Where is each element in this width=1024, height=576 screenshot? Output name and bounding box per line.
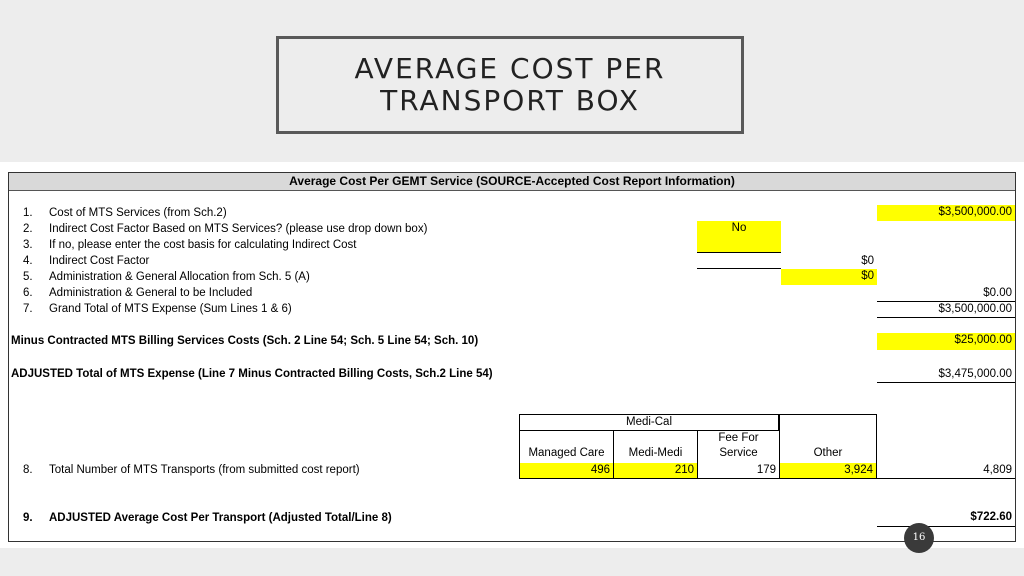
col-fee-header-line-2: Service [719,447,758,459]
other-count: 3,924 [780,463,876,478]
line-7-number: 7. [23,303,33,315]
line-8-number: 8. [23,464,33,476]
col-managed-care-header: Managed Care [528,447,605,459]
medi-cal-group-header [519,414,779,431]
line-1-label: Cost of MTS Services (from Sch.2) [49,207,227,219]
average-cost-value: $722.60 [877,510,1015,527]
cost-basis-input[interactable] [697,237,781,253]
adjusted-total-label: ADJUSTED Total of MTS Expense (Line 7 Minus Contracted Billing Costs, Sch.2 Line 54) [11,368,493,380]
total-transports: 4,809 [877,463,1015,479]
line-5-number: 5. [23,271,33,283]
line-5-value: $0 [781,269,877,285]
line-4-value: $0 [861,255,874,267]
medi-cal-header-text: Medi-Cal [625,416,672,428]
medi-medi-count: 210 [614,463,697,478]
adjusted-total-value: $3,475,000.00 [877,367,1015,383]
line-9-number: 9. [23,512,33,524]
line-7-value: $3,500,000.00 [877,301,1015,318]
line-7-label: Grand Total of MTS Expense (Sum Lines 1 & 6) [49,303,292,315]
line-8-label: Total Number of MTS Transports (from submitted cost report) [49,464,360,476]
line-9-label: ADJUSTED Average Cost Per Transport (Adjusted Total/Line 8) [49,512,392,524]
minus-contracted-value: $25,000.00 [877,333,1015,350]
sheet-header: Average Cost Per GEMT Service (SOURCE-Accepted Cost Report Information) [9,173,1015,191]
line-6-number: 6. [23,287,33,299]
col-fee-header-line-1: Fee For [718,432,759,444]
line-2-label: Indirect Cost Factor Based on MTS Services? (please use drop down box) [49,223,428,235]
line-3-number: 3. [23,239,33,251]
line-5-label: Administration & General Allocation from Sch. 5 (A) [49,271,310,283]
indirect-factor-cell [697,253,781,269]
line-6-label: Administration & General to be Included [49,287,253,299]
line-3-label: If no, please enter the cost basis for calculating Indirect Cost [49,239,357,251]
indirect-dropdown[interactable]: No [697,221,781,237]
managed-care-count: 496 [520,463,613,478]
line-1-number: 1. [23,207,33,219]
slide-title-box [276,36,744,134]
minus-contracted-label: Minus Contracted MTS Billing Services Costs (Sch. 2 Line 54; Sch. 5 Line 54; Sch. 10) [11,335,479,347]
line-2-number: 2. [23,223,33,235]
page-number-badge: 16 [904,523,934,553]
line-4-number: 4. [23,255,33,267]
line-1-value: $3,500,000.00 [877,205,1015,221]
line-4-label: Indirect Cost Factor [49,255,150,267]
fee-for-service-count: 179 [756,464,776,476]
col-medi-medi-header: Medi-Medi [628,447,683,459]
slide-title-line-1: AVERAGE COST PER [354,52,666,85]
col-other-header: Other [813,447,843,459]
cost-sheet [8,172,1016,542]
line-6-value: $0.00 [983,287,1012,299]
slide-title-line-2: TRANSPORT BOX [380,84,640,117]
